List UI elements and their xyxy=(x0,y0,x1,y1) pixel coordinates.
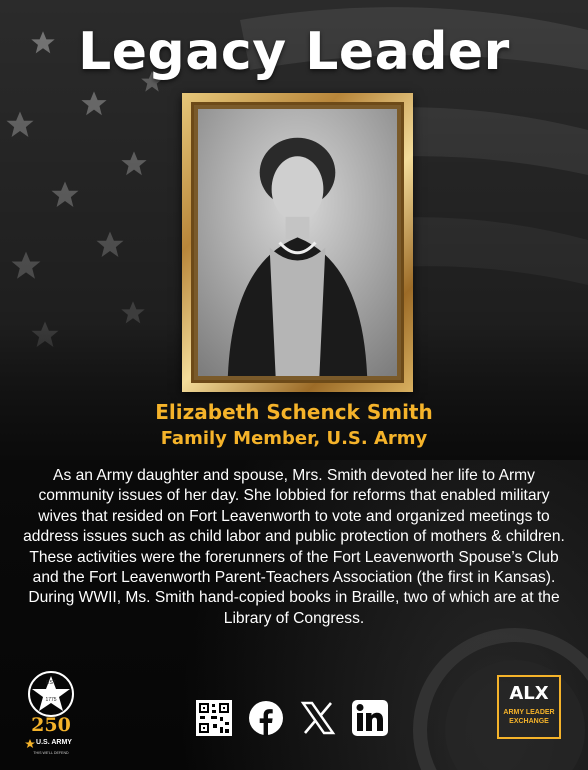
seal-label: U.S. ARMY xyxy=(36,739,72,746)
honoree-role: Family Member, U.S. Army xyxy=(160,428,428,449)
seal-year: 1775 xyxy=(45,697,57,703)
linkedin-icon[interactable] xyxy=(352,700,388,736)
social-links xyxy=(196,700,396,740)
x-icon[interactable] xyxy=(300,700,336,736)
portrait-frame xyxy=(182,93,413,392)
qr-code-icon[interactable] xyxy=(196,700,232,736)
alx-title: ALX xyxy=(509,683,549,704)
seal-number: 250 xyxy=(31,714,71,736)
honoree-name: Elizabeth Schenck Smith xyxy=(155,400,433,424)
portrait-photo xyxy=(198,109,397,376)
alx-logo xyxy=(497,675,561,739)
facebook-icon[interactable] xyxy=(248,700,284,736)
alx-subtitle-line1: ARMY LEADER xyxy=(503,709,555,716)
page-title: Legacy Leader xyxy=(78,22,510,82)
seal-motto: THIS WE'LL DEFEND xyxy=(33,751,69,755)
alx-subtitle-line2: EXCHANGE xyxy=(509,718,549,725)
seal-est: EST xyxy=(46,680,56,686)
honoree-bio: As an Army daughter and spouse, Mrs. Smith devoted her life to Army community issues of her day. She lobbied for reforms that enabled military wives that resided on Fort Leavenworth to vote and organized meetings to address issues such as child labor and public protection of mothers & children. These activities were the forerunners of the Fort Leavenworth Spouse’s Club and the Fort Leavenworth Parent-Teachers Association (the first in Kansas). During WWII, Ms. Smith hand-copied books in Braille, two of which are at the Library of Congress. xyxy=(23,467,565,627)
army-250-logo xyxy=(20,670,82,762)
